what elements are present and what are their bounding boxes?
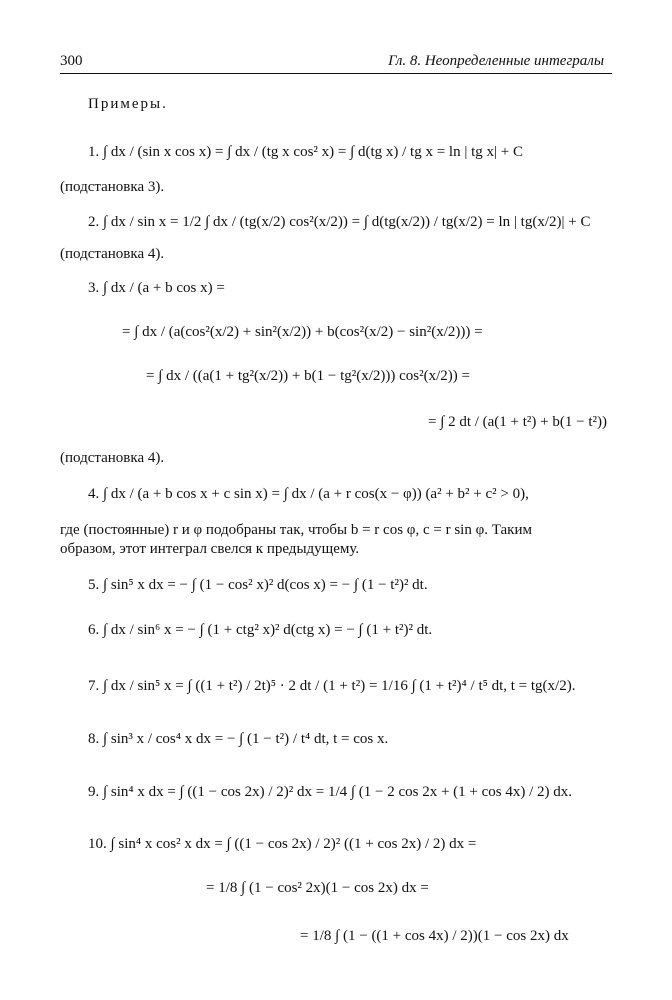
formula-9 <box>88 770 572 814</box>
remark-line-2: образом, этот интеграл свелся к предыдущему. <box>60 541 360 557</box>
formula-10-line-3-text: = 1/8 ∫ (1 − ((1 + cos 4x) / 2))(1 − cos 2x) dx <box>300 927 569 944</box>
formula-9-text: 9. ∫ sin⁴ x dx = ∫ ((1 − cos 2x) / 2)² dx = 1/4 ∫ (1 − 2 cos 2x + (1 + cos 4x) / 2) dx. <box>88 783 573 800</box>
formula-1-text: 1. ∫ dx / (sin x cos x) = ∫ dx / (tg x cos² x) = ∫ d(tg x) / tg x = ln | tg x| + C <box>88 143 523 160</box>
formula-10-line-3 <box>300 914 569 958</box>
formula-6-text: 6. ∫ dx / sin⁶ x = − ∫ (1 + ctg² x)² d(ctg x) = − ∫ (1 + t²)² dt. <box>88 621 433 638</box>
formula-4 <box>88 474 529 514</box>
formula-1 <box>88 132 523 172</box>
formula-3-line-4 <box>428 402 607 442</box>
formula-3-line-2-text: = ∫ dx / (a(cos²(x/2) + sin²(x/2)) + b(cos²(x/2) − sin²(x/2))) = <box>122 323 483 340</box>
formula-3-line-3-text: = ∫ dx / ((a(1 + tg²(x/2)) + b(1 − tg²(x/2))) cos²(x/2)) = <box>146 367 470 384</box>
page-number: 300 <box>60 53 83 69</box>
formula-3-line-2 <box>122 312 483 352</box>
formula-7 <box>88 664 575 708</box>
formula-10-line-1 <box>88 822 476 866</box>
formula-10-line-2 <box>206 868 429 908</box>
formula-10-line-1-text: 10. ∫ sin⁴ x cos² x dx = ∫ ((1 − cos 2x) / 2)² ((1 + cos 2x) / 2) dx = <box>88 835 477 852</box>
note-substitution-4-b: (подстановка 4). <box>60 450 165 466</box>
formula-3-line-1-text: 3. ∫ dx / (a + b cos x) = <box>88 279 225 296</box>
formula-5-text: 5. ∫ sin⁵ x dx = − ∫ (1 − cos² x)² d(cos x) = − ∫ (1 − t²)² dt. <box>88 576 428 593</box>
remark-line-1: где (постоянные) r и φ подобраны так, чтобы b = r cos φ, c = r sin φ. Таким <box>60 522 532 538</box>
formula-3-line-1 <box>88 268 225 308</box>
formula-8 <box>88 718 388 760</box>
formula-10-line-2-text: = 1/8 ∫ (1 − cos² 2x)(1 − cos 2x) dx = <box>206 879 429 896</box>
formula-8-text: 8. ∫ sin³ x / cos⁴ x dx = − ∫ (1 − t²) / t⁴ dt, t = cos x. <box>88 730 389 747</box>
formula-5 <box>88 568 428 602</box>
formula-4-text: 4. ∫ dx / (a + b cos x + c sin x) = ∫ dx / (a + r cos(x − φ)) (a² + b² + c² > 0), <box>88 485 529 502</box>
chapter-title: Гл. 8. Неопределенные интегралы <box>388 53 604 69</box>
formula-2-text: 2. ∫ dx / sin x = 1/2 ∫ dx / (tg(x/2) cos²(x/2)) = ∫ d(tg(x/2)) / tg(x/2) = ln | tg(x/2)| + C <box>88 213 591 230</box>
note-substitution-3: (подстановка 3). <box>60 179 165 195</box>
formula-7-text: 7. ∫ dx / sin⁵ x = ∫ ((1 + t²) / 2t)⁵ · 2 dt / (1 + t²) = 1/16 ∫ (1 + t²)⁴ / t⁵ dt, t = tg(x/2). <box>88 677 576 694</box>
formula-6 <box>88 612 432 648</box>
note-substitution-4-a: (подстановка 4). <box>60 246 165 262</box>
examples-heading: Примеры. <box>88 96 168 112</box>
formula-3-line-4-text: = ∫ 2 dt / (a(1 + t²) + b(1 − t²)) <box>428 413 607 430</box>
formula-2 <box>88 202 590 242</box>
formula-3-line-3 <box>146 356 470 396</box>
running-header <box>60 53 612 74</box>
